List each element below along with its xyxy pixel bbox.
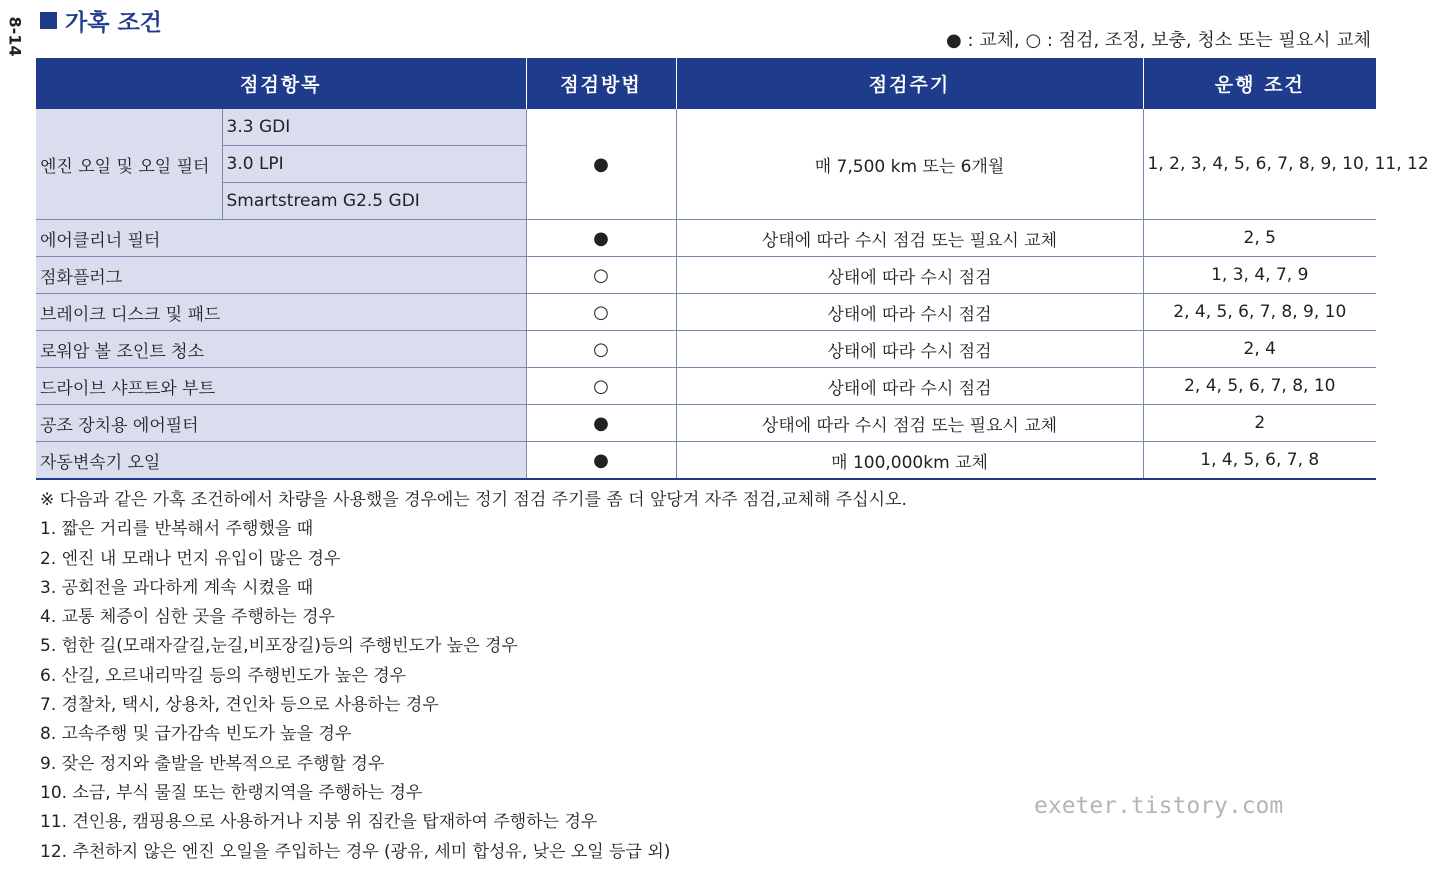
row-item: 로워암 볼 조인트 청소 [36,331,526,368]
filled-circle-icon: ● [593,227,609,249]
row-period: 상태에 따라 수시 점검 [676,331,1143,368]
engine-oil-item: 엔진 오일 및 오일 필터 [36,109,222,220]
row-period: 상태에 따라 수시 점검 [676,257,1143,294]
row-conditions: 2 [1143,405,1376,442]
maintenance-table [36,58,1429,480]
row-method [526,442,676,480]
engine-oil-period: 매 7,500 km 또는 6개월 [676,109,1143,220]
row-item: 에어클리너 필터 [36,220,526,257]
filled-circle-icon: ● [593,153,609,175]
table-header-row [36,58,1376,109]
note-item: 12. 추천하지 않은 엔진 오일을 주입하는 경우 (광유, 세미 합성유, 낮은 오일 등급 외) [40,841,671,862]
note-item: 3. 공회전을 과다하게 계속 시켰을 때 [40,577,314,598]
row-period: 상태에 따라 수시 점검 [676,294,1143,331]
header-period: 점검주기 [676,58,1143,109]
note-item: 1. 짧은 거리를 반복해서 주행했을 때 [40,519,314,540]
row-conditions: 1, 4, 5, 6, 7, 8 [1143,442,1376,480]
note-item: 11. 견인용, 캠핑용으로 사용하거나 지붕 위 짐칸을 탑재하여 주행하는 경우 [40,812,598,833]
row-method [526,368,676,405]
row-period: 상태에 따라 수시 점검 [676,368,1143,405]
open-circle-icon: ○ [593,375,609,397]
note-item: 6. 산길, 오르내리막길 등의 주행빈도가 높은 경우 [40,665,407,686]
row-method [526,331,676,368]
row-method [526,405,676,442]
header-method: 점검방법 [526,58,676,109]
row-conditions: 2, 4, 5, 6, 7, 8, 9, 10 [1143,294,1376,331]
watermark: exeter.tistory.com [1034,793,1284,819]
note-item: 7. 경찰차, 택시, 상용차, 견인차 등으로 사용하는 경우 [40,695,439,716]
table-row [36,220,1376,257]
table-row [36,405,1376,442]
table-row [36,294,1376,331]
filled-circle-icon: ● [593,449,609,471]
engine-variant: Smartstream G2.5 GDI [222,183,526,220]
open-circle-icon: ○ [593,338,609,360]
note-item: 5. 험한 길(모래자갈길,눈길,비포장길)등의 주행빈도가 높은 경우 [40,636,518,657]
row-conditions: 2, 5 [1143,220,1376,257]
row-period: 상태에 따라 수시 점검 또는 필요시 교체 [676,405,1143,442]
row-method [526,257,676,294]
engine-variant: 3.3 GDI [222,109,526,146]
row-method [526,294,676,331]
conditions-notes [40,486,907,867]
table-row [36,257,1376,294]
table-row [36,442,1376,480]
note-item: 4. 교통 체증이 심한 곳을 주행하는 경우 [40,607,335,628]
row-item: 점화플러그 [36,257,526,294]
note-item: 8. 고속주행 및 급가감속 빈도가 높을 경우 [40,724,352,745]
row-conditions: 2, 4, 5, 6, 7, 8, 10 [1143,368,1376,405]
note-item: 9. 잦은 정지와 출발을 반복적으로 주행할 경우 [40,753,385,774]
table-row [36,331,1376,368]
section-title [40,4,162,37]
row-method [526,220,676,257]
table-row [36,368,1376,405]
engine-variant: 3.0 LPI [222,146,526,183]
row-period: 매 100,000km 교체 [676,442,1143,480]
row-item: 공조 장치용 에어필터 [36,405,526,442]
row-conditions: 2, 4 [1143,331,1376,368]
filled-circle-icon: ● [593,412,609,434]
open-circle-icon: ○ [593,264,609,286]
engine-oil-method [526,109,676,220]
header-conditions: 운행 조건 [1143,58,1376,109]
legend: ● : 교체, ○ : 점검, 조정, 보충, 청소 또는 필요시 교체 [946,30,1371,51]
engine-oil-conditions: 1, 2, 3, 4, 5, 6, 7, 8, 9, 10, 11, 12 [1143,109,1376,220]
page-number: 8-14 [5,15,25,57]
row-item: 드라이브 샤프트와 부트 [36,368,526,405]
note-intro: ※ 다음과 같은 가혹 조건하에서 차량을 사용했을 경우에는 정기 점검 주기를 좀 더 앞당겨 자주 점검,교체해 주십시오. [40,490,907,510]
open-circle-icon: ○ [593,301,609,323]
table-row [36,109,1376,146]
square-bullet-icon [40,12,57,29]
row-period: 상태에 따라 수시 점검 또는 필요시 교체 [676,220,1143,257]
note-item: 10. 소금, 부식 물질 또는 한랭지역을 주행하는 경우 [40,782,423,803]
row-item: 자동변속기 오일 [36,442,526,480]
section-title-text: 가혹 조건 [65,10,162,36]
header-item: 점검항목 [36,58,526,109]
note-item: 2. 엔진 내 모래나 먼지 유입이 많은 경우 [40,548,341,569]
row-item: 브레이크 디스크 및 패드 [36,294,526,331]
row-conditions: 1, 3, 4, 7, 9 [1143,257,1376,294]
